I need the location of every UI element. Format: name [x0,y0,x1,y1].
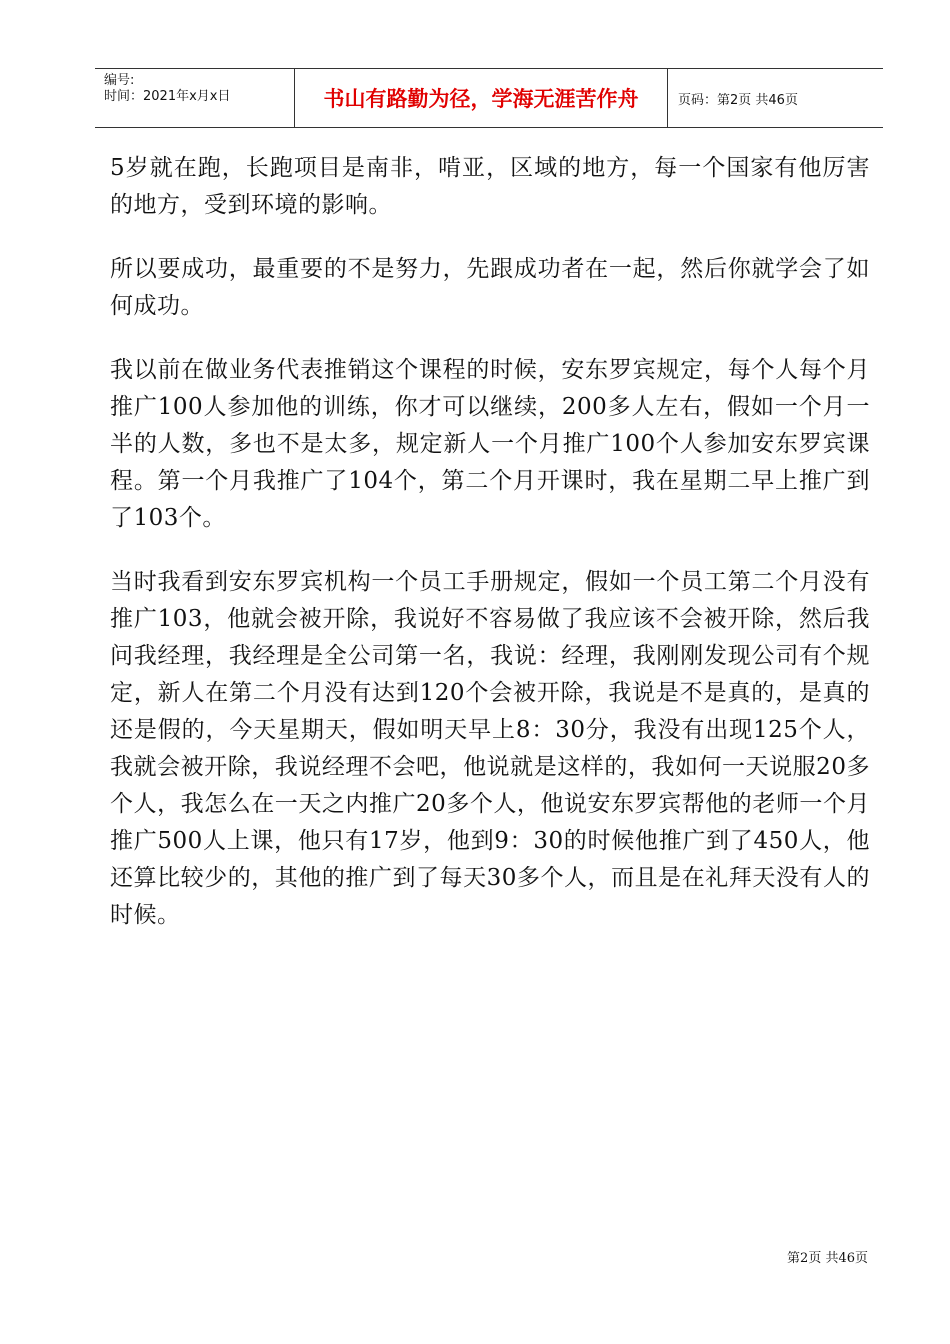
header-page-info: 页码：第2页 共46页 [678,92,798,108]
paragraph: 5岁就在跑，长跑项目是南非，啃亚，区域的地方，每一个国家有他厉害的地方，受到环境的影响。 [110,155,870,218]
page-header [95,68,883,128]
header-motto: 书山有路勤为径，学海无涯苦作舟 [295,69,668,127]
paragraph: 当时我看到安东罗宾机构一个员工手册规定，假如一个员工第二个月没有推广103，他就会被开除，我说好不容易做了我应该不会被开除，然后我问我经理，我经理是全公司第一名，我说：经理，我刚刚发现公司有个规定，新人在第二个月没有达到120个会被开除，我说是不是真的，是真的还是假的，今天星期天，假如明天早上8：30分，我没有出现125个人，我就会被开除，我说经理不会吧，他说就是这样的，我如何一天说服20多个人，我怎么在一天之内推广20多个人，他说安东罗宾帮他的老师一个月推广500人上课，他只有17岁，他到9：30的时候他推广到了450人，他还算比较少的，其他的推广到了每天30多个人，而且是在礼拜天没有人的时候。 [110,569,870,928]
paragraph: 我以前在做业务代表推销这个课程的时候，安东罗宾规定，每个人每个月推广100人参加他的训练，你才可以继续，200多人左右，假如一个月一半的人数，多也不是太多，规定新人一个月推广100个人参加安东罗宾课程。第一个月我推广了104个，第二个月开课时，我在星期二早上推广到了103个。 [110,357,870,531]
paragraph: 所以要成功，最重要的不是努力，先跟成功者在一起，然后你就学会了如何成功。 [110,256,870,319]
document-time-label: 时间：2021年x月x日 [104,89,231,104]
document-number-label: 编号: [104,73,135,88]
page-footer: 第2页 共46页 [787,1251,868,1266]
document-body [110,150,870,961]
header-meta [95,69,295,127]
